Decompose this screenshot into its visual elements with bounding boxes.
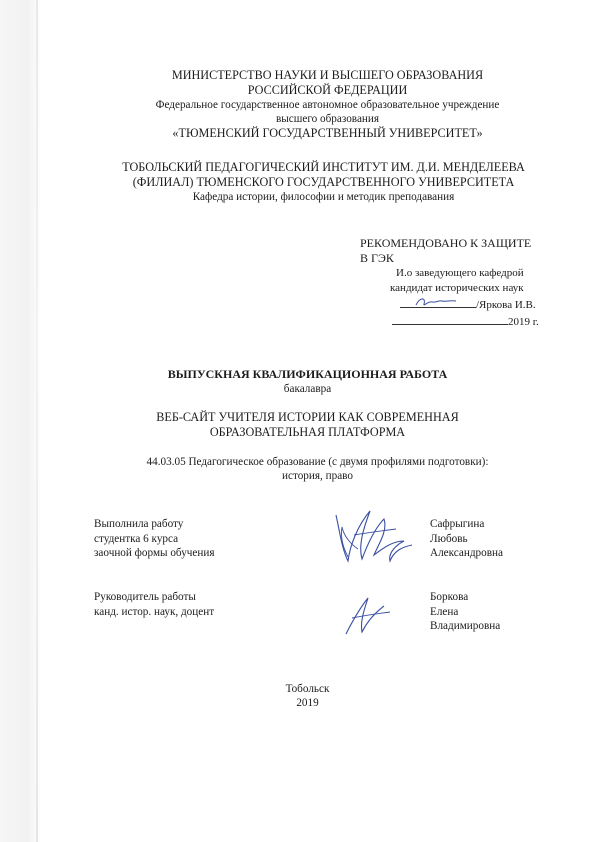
footer <box>20 682 595 710</box>
supervisor-first-name: Елена <box>430 605 459 618</box>
work-degree: бакалавра <box>283 383 332 395</box>
student-surname: Сафрыгина <box>430 518 485 530</box>
ministry-line-1: МИНИСТЕРСТВО НАУКИ И ВЫСШЕГО ОБРАЗОВАНИЯ <box>171 68 484 82</box>
specialty-line-2: история, право <box>282 470 353 482</box>
specialty-line-1: 44.03.05 Педагогическое образование (с двумя профилями подготовки): <box>146 456 489 468</box>
approval-signature-line <box>360 296 595 313</box>
work-title: ВЫПУСКНАЯ КВАЛИФИКАЦИОННАЯ РАБОТА <box>167 367 448 381</box>
student-name <box>430 517 503 561</box>
institute-line-2: (ФИЛИАЛ) ТЮМЕНСКОГО ГОСУДАРСТВЕННОГО УНИВЕРСИТЕТА <box>132 175 515 189</box>
work-title-block <box>20 367 595 396</box>
supervisor-role-line-1: Руководитель работы <box>94 591 196 603</box>
supervisor-role <box>94 590 214 619</box>
student-role <box>94 517 215 561</box>
university-name: «ТЮМЕНСКИЙ ГОСУДАРСТВЕННЫЙ УНИВЕРСИТЕТ» <box>172 126 483 140</box>
supervisor-name <box>430 590 500 634</box>
topic-line-2: ОБРАЗОВАТЕЛЬНАЯ ПЛАТФОРМА <box>209 425 406 439</box>
supervisor-patronymic: Владимировна <box>430 620 501 632</box>
approval-signature-mark <box>412 295 460 309</box>
ministry-line-3: Федеральное государственное автономное образовательное учреждение <box>155 99 500 111</box>
approval-line-2: В ГЭК <box>360 251 394 265</box>
institute-line-1: ТОБОЛЬСКИЙ ПЕДАГОГИЧЕСКИЙ ИНСТИТУТ ИМ. Д.И. МЕНДЕЛЕЕВА <box>122 160 525 174</box>
specialty <box>30 455 595 483</box>
footer-city: Тобольск <box>285 683 330 695</box>
thesis-topic <box>20 410 595 440</box>
approval-line-4: кандидат исторических наук <box>390 282 524 294</box>
supervisor-role-line-2: канд. истор. наук, доцент <box>94 605 215 618</box>
ministry-line-4: высшего образования <box>275 113 380 125</box>
ministry-line-2: РОССИЙСКОЙ ФЕДЕРАЦИИ <box>247 83 408 97</box>
student-patronymic: Александровна <box>430 547 503 559</box>
student-role-line-1: Выполнила работу <box>94 518 184 530</box>
approval-year: 2019 г. <box>508 316 539 328</box>
date-underline <box>392 313 508 325</box>
approval-block <box>360 236 595 330</box>
approval-line-3: И.о заведующего кафедрой <box>396 267 524 279</box>
topic-line-1: ВЕБ-САЙТ УЧИТЕЛЯ ИСТОРИИ КАК СОВРЕМЕННАЯ <box>156 410 459 424</box>
department-name: Кафедра истории, философии и методик преподавания <box>192 191 455 203</box>
student-role-line-3: заочной формы обучения <box>94 547 215 559</box>
student-signature <box>318 505 418 565</box>
approval-date-line <box>360 313 595 330</box>
student-role-line-2: студентка 6 курса <box>94 532 179 545</box>
footer-year: 2019 <box>296 697 319 709</box>
supervisor-signature <box>338 590 398 640</box>
approval-signer: /Яркова И.В. <box>476 299 536 311</box>
institute-header <box>36 160 595 204</box>
student-first-name: Любовь <box>430 532 468 545</box>
approval-line-1: РЕКОМЕНДОВАНО К ЗАЩИТЕ <box>360 236 532 250</box>
supervisor-surname: Боркова <box>430 591 469 603</box>
ministry-header <box>40 68 595 141</box>
